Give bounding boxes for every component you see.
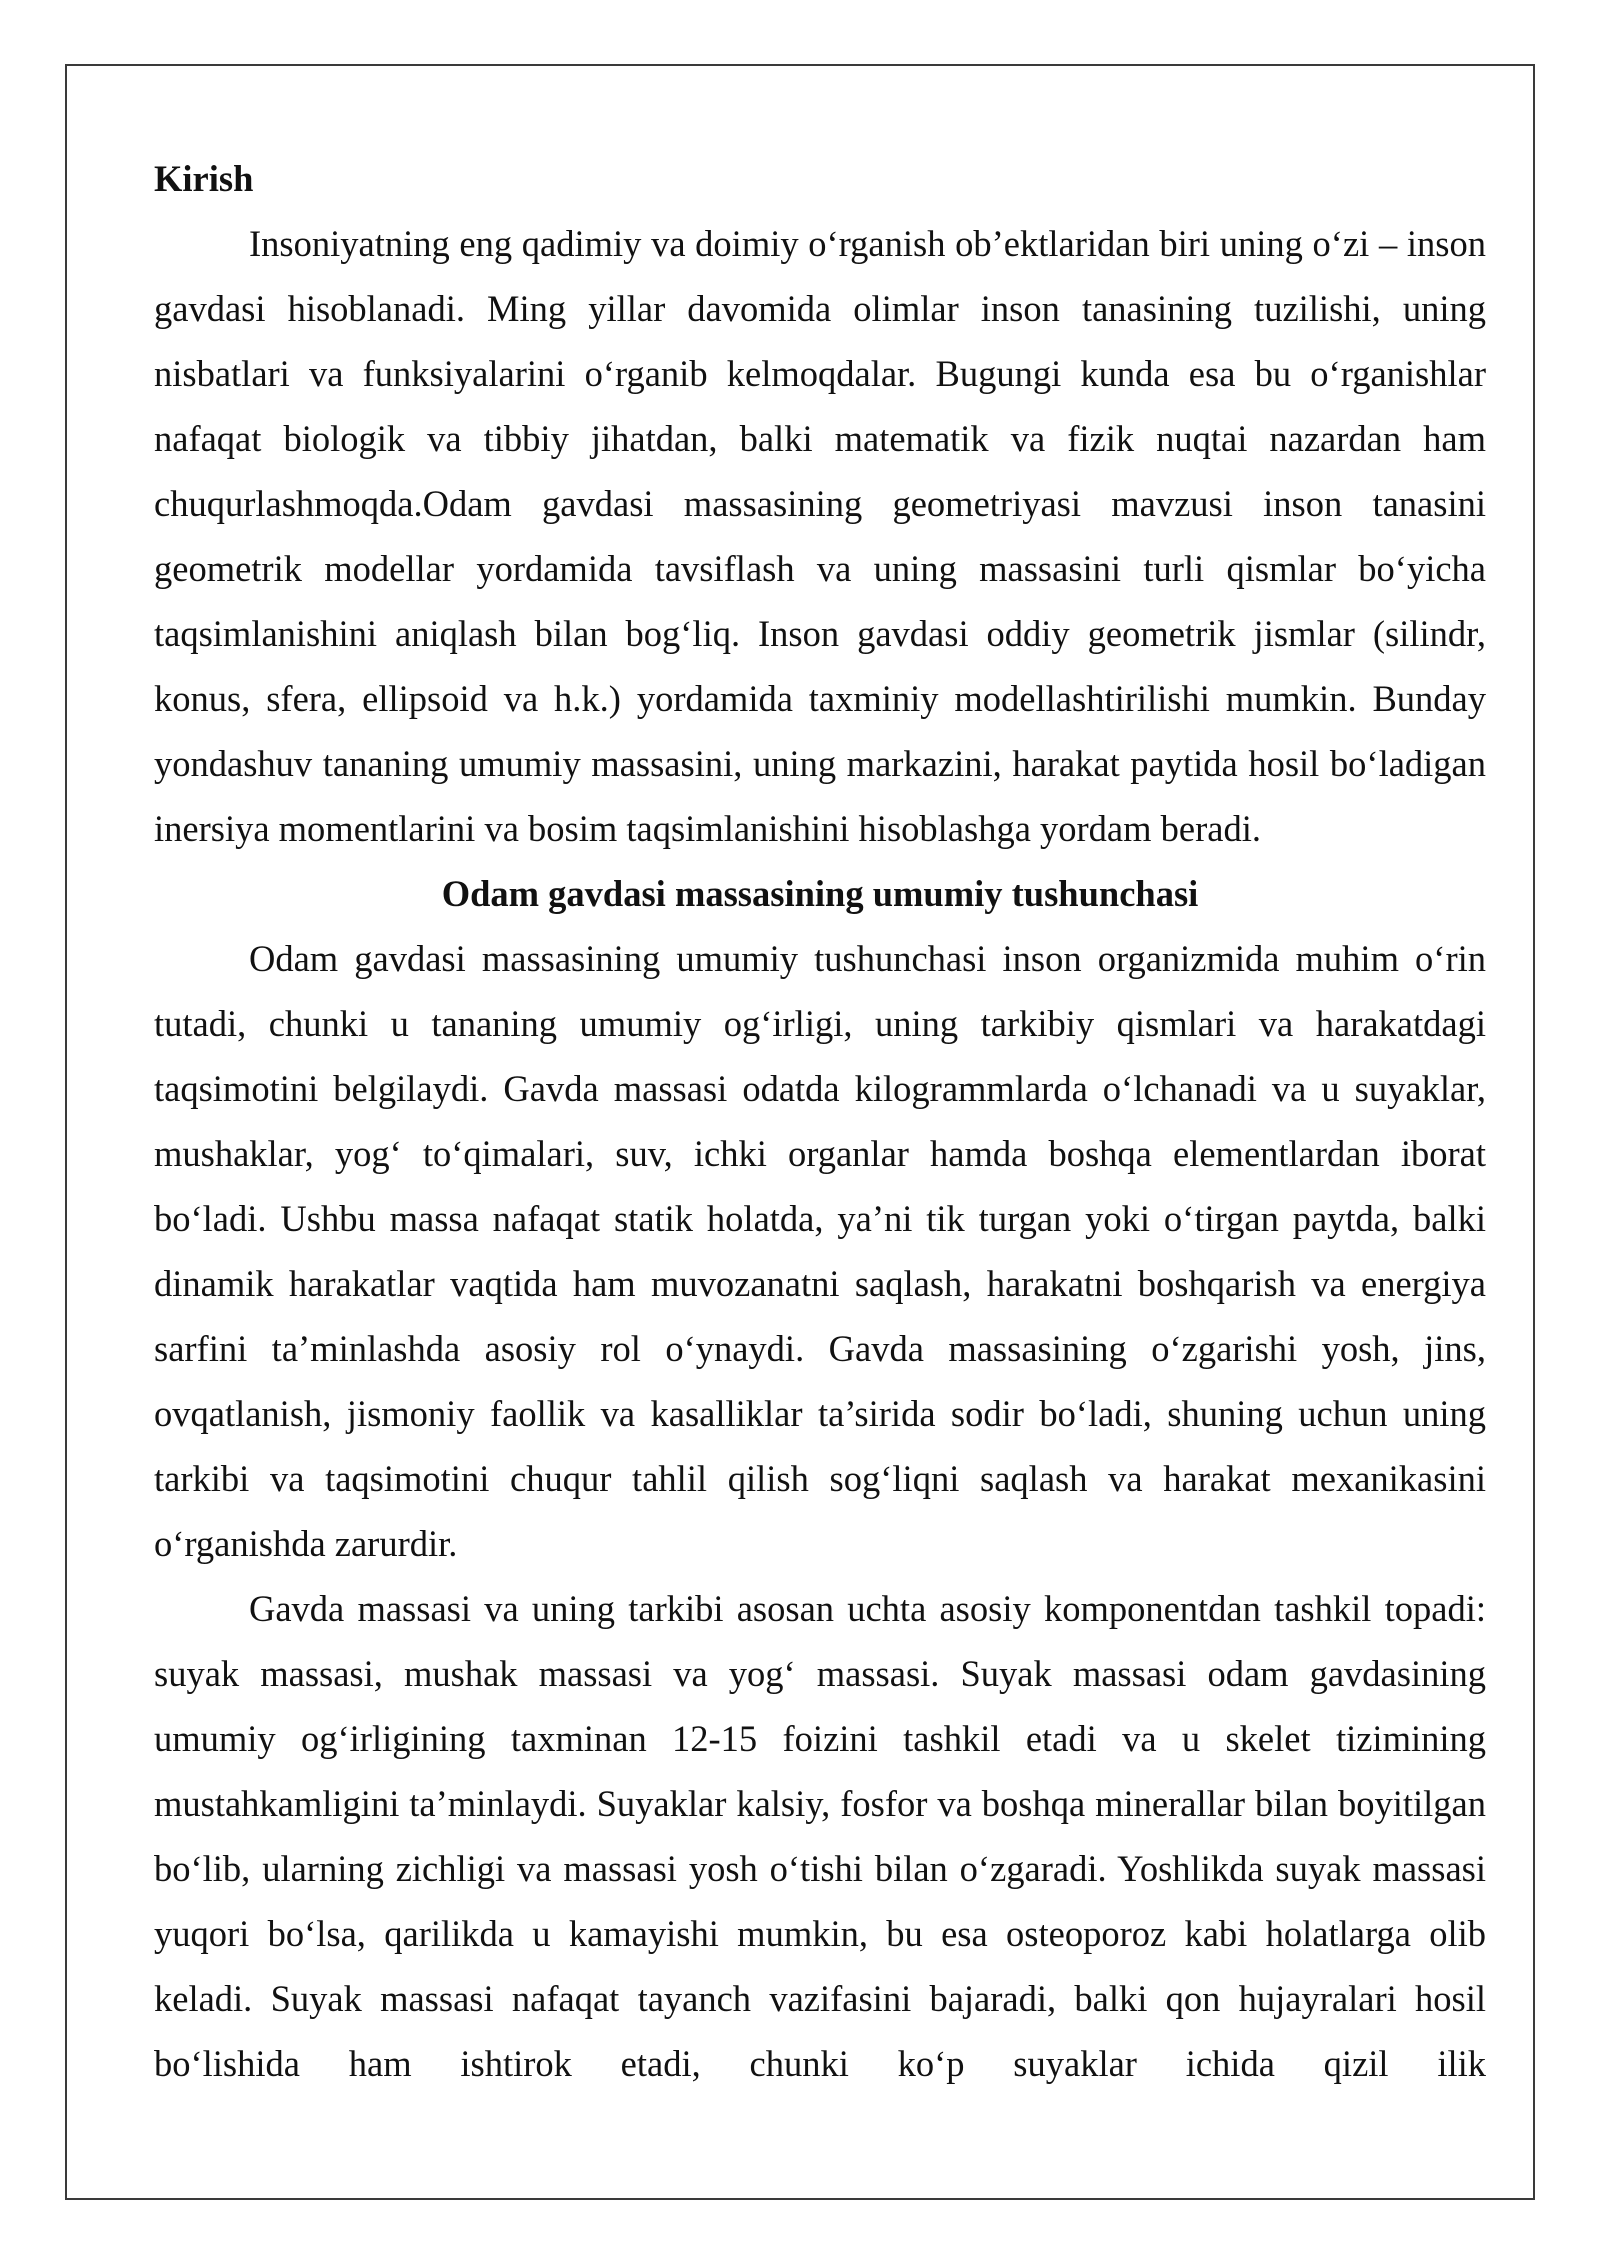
paragraph-section-1: Odam gavdasi massasining umumiy tushunchasi inson organizmida muhim o‘rin tutadi, chunki u tananing umumiy og‘irligi, uning tarkibiy qismlari va harakatdagi taqsimotini belgilaydi. Gavda massasi odatda kilogrammlarda o‘lchanadi va u suyaklar, mushaklar, yog‘ to‘qimalari, suv, ichki organlar hamda boshqa elementlardan iborat bo‘ladi. Ushbu massa nafaqat statik holatda, ya’ni tik turgan yoki o‘tirgan paytda, balki dinamik harakatlar vaqtida ham muvozanatni saqlash, harakatni boshqarish va energiya sarfini ta’minlashda asosiy rol o‘ynaydi. Gavda massasining o‘zgarishi yosh, jins, ovqatlanish, jismoniy faollik va kasalliklar ta’sirida sodir bo‘ladi, shuning uchun uning tarkibi va taqsimotini chuqur tahlil qilish sog‘liqni saqlash va harakat mexanikasini o‘rganishda zarurdir. [154,938,1486,1564]
document-body [154,146,1486,2096]
heading-section: Odam gavdasi massasining umumiy tushunchasi [441,873,1199,914]
heading-intro: Kirish [154,158,254,199]
paragraph-section-2: Gavda massasi va uning tarkibi asosan uchta asosiy komponentdan tashkil topadi: suyak massasi, mushak massasi va yog‘ massasi. Suyak massasi odam gavdasining umumiy og‘irligining taxminan 12-15 foizini tashkil etadi va u skelet tizimining mustahkamligini ta’minlaydi. Suyaklar kalsiy, fosfor va boshqa minerallar bilan boyitilgan bo‘lib, ularning zichligi va massasi yosh o‘tishi bilan o‘zgaradi. Yoshlikda suyak massasi yuqori bo‘lsa, qarilikda u kamayishi mumkin, bu esa osteoporoz kabi holatlarga olib keladi. Suyak massasi nafaqat tayanch vazifasini bajaradi, balki qon hujayralari hosil bo‘lishida ham ishtirok etadi, chunki ko‘p suyaklar ichida qizil ilik [154,1588,1486,2084]
paragraph-intro: Insoniyatning eng qadimiy va doimiy o‘rganish ob’ektlaridan biri uning o‘zi – inson gavdasi hisoblanadi. Ming yillar davomida olimlar inson tanasining tuzilishi, uning nisbatlari va funksiyalarini o‘rganib kelmoqdalar. Bugungi kunda esa bu o‘rganishlar nafaqat biologik va tibbiy jihatdan, balki matematik va fizik nuqtai nazardan ham chuqurlashmoqda.Odam gavdasi massasining geometriyasi mavzusi inson tanasini geometrik modellar yordamida tavsiflash va uning massasini turli qismlar bo‘yicha taqsimlanishini aniqlash bilan bog‘liq. Inson gavdasi oddiy geometrik jismlar (silindr, konus, sfera, ellipsoid va h.k.) yordamida taxminiy modellashtirilishi mumkin. Bunday yondashuv tananing umumiy massasini, uning markazini, harakat paytida hosil bo‘ladigan inersiya momentlarini va bosim taqsimlanishini hisoblashga yordam beradi. [154,223,1486,849]
